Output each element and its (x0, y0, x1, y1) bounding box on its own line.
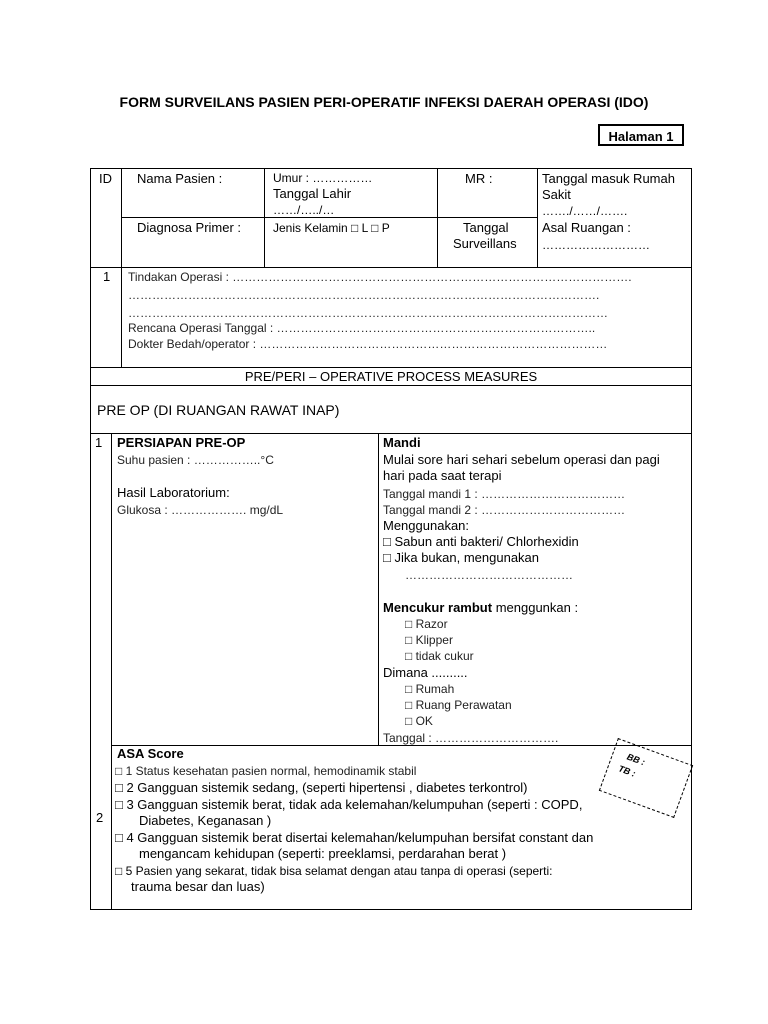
sabun-option: □ Sabun anti bakteri/ Chlorhexidin (383, 534, 579, 549)
tanggal-mandi-1: Tanggal mandi 1 : ……………………………… (383, 487, 626, 501)
tanggal-masuk-label: Tanggal masuk Rumah (542, 171, 675, 186)
tindakan-operasi: Tindakan Operasi : ………………………………………………………………………………………. (128, 270, 632, 284)
mencukur-suffix: menggunkan : (492, 600, 579, 615)
header-bottom-line (91, 267, 691, 268)
ok-option: □ OK (405, 714, 433, 728)
form-title: FORM SURVEILANS PASIEN PERI-OPERATIF INFEKSI DAERAH OPERASI (IDO) (119, 94, 649, 110)
mr-label: MR : (465, 171, 493, 186)
tindakan-dots-1: ………………………………………………………………………………………………………. (128, 288, 600, 302)
jika-bukan-option: □ Jika bukan, mengunakan (383, 550, 540, 565)
preop-bottom-line (91, 433, 691, 434)
asa-score-2: □ 2 Gangguan sistemik sedang, (seperti hipertensi , diabetes terkontrol) (115, 780, 528, 795)
nama-col-line (264, 169, 265, 267)
tidak-cukur-option: □ tidak cukur (405, 649, 474, 663)
mencukur-heading: Mencukur rambut (383, 600, 493, 615)
rumah-option: □ Rumah (405, 682, 455, 696)
tindakan-dots-2: ………………………………………………………………………………………………………… (128, 306, 608, 320)
mandi-heading: Mandi (383, 435, 421, 450)
mandi-desc-2: hari pada saat terapi (383, 468, 502, 483)
id-label: ID (99, 171, 112, 186)
persiapan-heading: PERSIAPAN PRE-OP (117, 435, 246, 450)
stamp-tb: TB : (617, 763, 637, 779)
asa-score-4-cont: mengancam kehidupan (seperti: preeklamsi, perdarahan berat ) (139, 846, 507, 861)
s1-num-line (121, 267, 122, 367)
mr-col-line (537, 169, 538, 267)
tanggal-mandi-2: Tanggal mandi 2 : ……………………………… (383, 503, 626, 517)
stamp-bb: BB : (625, 751, 647, 768)
asa-score-3-cont: Diabetes, Keganasan ) (139, 813, 272, 828)
process-measures-title: PRE/PERI – OPERATIVE PROCESS MEASURES (244, 369, 538, 384)
asa-score-1: □ 1 Status kesehatan pasien normal, hemodinamik stabil (115, 764, 417, 778)
dimana-label: Dimana .......... (383, 665, 468, 680)
asa-number: 2 (96, 810, 104, 825)
hasil-lab: Hasil Laboratorium: (117, 485, 230, 500)
asa-score-5-cont: trauma besar dan luas) (131, 879, 265, 894)
nama-pasien-label: Nama Pasien : (137, 171, 223, 186)
section1-number: 1 (103, 269, 111, 284)
asa-score-3: □ 3 Gangguan sistemik berat, tidak ada kelemahan/kelumpuhan (seperti : COPD, (115, 797, 583, 812)
tanggal-lahir-blank: ……/…../… (273, 203, 335, 217)
suhu-pasien: Suhu pasien : ……………..°C (117, 453, 274, 467)
mandi-col-line (378, 433, 379, 745)
persiapan-number: 1 (95, 435, 103, 450)
mencukur-line (383, 600, 578, 616)
jenis-kelamin-label: Jenis Kelamin □ L □ P (273, 221, 390, 235)
preop-title: PRE OP (DI RUANGAN RAWAT INAP) (97, 402, 340, 418)
page-label: Halaman 1 (598, 124, 684, 146)
mandi-desc-1: Mulai sore hari sehari sebelum operasi dan pagi (383, 452, 660, 467)
menggunakan-label: Menggunakan: (383, 518, 470, 533)
jika-bukan-blank: …………………………………… (405, 568, 573, 582)
tanggal-surv-label-2: Surveillans (453, 236, 517, 251)
num-col-line (111, 433, 112, 909)
tanggal-surv-label: Tanggal (463, 220, 509, 235)
form-table (90, 168, 692, 910)
tanggal-masuk-label-2: Sakit (542, 187, 571, 202)
id-col-line (121, 169, 122, 267)
umur-label: Umur : …………… (273, 171, 373, 185)
glukosa: Glukosa : ………………. mg/dL (117, 503, 284, 517)
section1-bottom-line (91, 367, 691, 368)
asa-score-5: □ 5 Pasien yang sekarat, tidak bisa selamat dengan atau tanpa di operasi (seperti: (115, 864, 553, 878)
asa-heading: ASA Score (117, 746, 184, 761)
diagnosa-label: Diagnosa Primer : (137, 220, 242, 235)
ruang-perawatan-option: □ Ruang Perawatan (405, 698, 512, 712)
asal-ruangan-blank: ……………………… (542, 238, 650, 252)
mandi-tanggal: Tanggal : …………………………. (383, 731, 559, 745)
umur-col-line (437, 169, 438, 267)
razor-option: □ Razor (405, 617, 448, 631)
asal-ruangan-label: Asal Ruangan : (542, 220, 631, 235)
rencana-operasi: Rencana Operasi Tanggal : …………………………………………………………………….. (128, 321, 596, 335)
tanggal-masuk-blank: ……./……/……. (542, 204, 628, 218)
process-bottom-line (91, 385, 691, 386)
asa-score-4: □ 4 Gangguan sistemik berat disertai kelemahan/kelumpuhan bersifat constant dan (115, 830, 594, 845)
dokter-bedah: Dokter Bedah/operator : …………………………………………………………………………… (128, 337, 608, 351)
tanggal-lahir-label: Tanggal Lahir (273, 186, 352, 201)
klipper-option: □ Klipper (405, 633, 453, 647)
